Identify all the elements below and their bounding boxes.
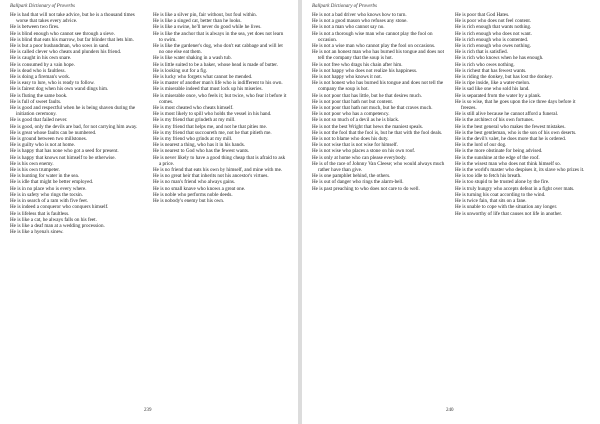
proverb-entry: He is no small knave who knows a great one.: [153, 185, 246, 192]
proverb-entry: He is poor who does not feel content.: [455, 18, 532, 25]
proverb-entry: He is in safety who rings the tocsin.: [10, 191, 83, 198]
proverb-entry: He is no man's friend who always gains.: [153, 179, 236, 186]
proverb-entry: He is ground between two millstones.: [10, 136, 87, 143]
proverb-entry: He is the lord of our dog.: [455, 142, 507, 149]
proverb-entry: He is like a silver pin, fair without, but foul within.: [153, 12, 257, 18]
proverb-entry: He is consumed by a vain hope.: [10, 61, 75, 68]
page-number: 239: [144, 408, 152, 413]
column: [455, 12, 590, 217]
proverb-entry: He is my friend that grindeth at my mill.: [153, 117, 236, 124]
proverb-entry: He is richest that has fewest wants.: [455, 67, 527, 74]
proverb-entry: He is ripe inside, like a water-melon.: [455, 80, 531, 87]
proverb-entry: He is my friend that helps me, and not he that pities me.: [153, 123, 268, 130]
proverb-entry: He is guilty who is not at home.: [10, 142, 76, 149]
proverb-entry: He is master of another man's life who is indifferent to his own.: [153, 80, 283, 87]
proverb-entry: He is most cheated who cheats himself.: [153, 105, 234, 112]
proverb-entry: He is good that failed never.: [10, 117, 68, 124]
proverb-entry: He is not free who drags his chain after him.: [312, 61, 403, 68]
proverb-entry: He is rich enough who does not want.: [455, 30, 532, 37]
proverb-entry: He is the wisest man who does not think himself so.: [455, 160, 561, 167]
proverb-entry: He is happy that knows not himself to be otherwise.: [10, 154, 116, 161]
proverb-entry: He is not an honest man who has burned his tongue and does not tell the company that the soup is hot.: [312, 49, 444, 62]
proverb-entry: He is past preaching to who does not care to do well.: [312, 185, 420, 192]
proverb-entry: He is like the anchor that is always in the sea, yet does not learn to swim.: [153, 30, 284, 43]
proverb-entry: He is not a bad driver who knows how to turn.: [312, 12, 407, 18]
proverb-entry: He is easy to lure, who is ready to follow.: [10, 80, 95, 87]
proverb-entry: He is turning his coat according to the wind.: [455, 191, 546, 198]
proverb-entry: He is blind that eats his marrow, but far blinder that lets him.: [10, 36, 134, 43]
proverb-entry: He is of the race of Johnny Van Cleese; who would always much rather have than give.: [312, 160, 445, 174]
proverb-entry: He is not honest who has burned his tongue and does not tell the company the soup is hot.: [312, 80, 444, 93]
proverb-entry: He is only at home who can please everybody.: [312, 154, 407, 161]
proverb-entry: He is truly hungry who accepts defeat in a fight over mats.: [455, 185, 575, 192]
proverb-entry: He is nearest to God who has the fewest wants.: [153, 148, 250, 155]
column: [153, 12, 288, 235]
proverb-entry: He is looking out for a fig.: [153, 67, 208, 74]
proverb-entry: He is doing a fireman's work.: [10, 74, 71, 81]
proverb-entry: He is never likely to have a good thing cheap that is afraid to ask a price.: [153, 154, 286, 167]
proverb-entry: He is the architect of his own fortunes.: [455, 117, 534, 124]
proverb-entry: He is unworthy of life that causes not life in another.: [455, 210, 563, 217]
proverb-entry: He is the best general who makes the fewest mistakes.: [455, 123, 566, 130]
proverb-entry: He is lifeless that is faultless.: [10, 210, 70, 217]
proverb-entry: He is not poor that hath not but content.: [312, 98, 394, 105]
proverb-entry: He is sad like one who sold his land.: [455, 86, 530, 93]
proverb-entry: He is like water shaking in a wash tub.: [153, 55, 232, 62]
proverb-entry: He is not the fool that the fool is, but he that with the fool deals.: [312, 129, 443, 136]
proverb-entry: He is not a thorough wise man who cannot play the fool on occasion.: [312, 30, 433, 43]
proverb-entry: He is like a cat, he always falls on his feet.: [10, 216, 97, 223]
proverb-entry: He is not poor who has a competency.: [312, 111, 390, 118]
proverb-entry: He is like the gardener's dog, who don't eat cabbage and will let no one else eat them.: [153, 43, 283, 56]
column: [10, 12, 145, 235]
text-columns: [312, 12, 590, 217]
proverb-entry: He is miserable indeed that must lock up his miseries.: [153, 86, 263, 93]
proverb-entry: He is my friend who grinds at my mill.: [153, 136, 233, 143]
proverb-entry: He is indeed a conqueror who conquers himself.: [10, 204, 109, 211]
proverb-entry: He is my friend that succoureth me, not he that pitieth me.: [153, 129, 272, 136]
proverb-entry: He is not wise that is not wise for himself.: [312, 142, 399, 149]
proverb-entry: He is rich enough who is contented.: [455, 36, 529, 43]
proverb-entry: He is not wise who places a stone on his own roof.: [312, 148, 416, 155]
proverb-entry: He is not a wise man who cannot play the fool on occasions.: [312, 43, 436, 50]
proverb-entry: He is hunting for water in the sea.: [10, 173, 80, 180]
page-number: 240: [446, 408, 454, 413]
proverb-entry: He is not happy who does not realize his happiness.: [312, 67, 418, 74]
proverb-entry: He is nearest a thing, who has it in his hands.: [153, 142, 245, 149]
proverb-entry: He is blind enough who cannot see through a sieve.: [10, 30, 115, 37]
proverb-entry: He is in search of a ram with five feet.: [10, 198, 89, 205]
proverb-entry: He is no great heir that inherits not his ancestor's virtues.: [153, 173, 269, 180]
proverb-entry: He is nobody's enemy but his own.: [153, 198, 225, 205]
proverb-entry: He is dead who is faultless.: [10, 67, 66, 74]
proverb-entry: He is great whose faults can be numbered.: [10, 129, 97, 136]
proverb-entry: He is not a good mason who refuses any stone.: [312, 18, 408, 25]
proverb-entry: He is not happy who knows it not.: [312, 74, 382, 81]
proverb-entry: He is full of sweet faults.: [10, 98, 62, 105]
proverb-entry: He is the sunshine at the edge of the roof.: [455, 154, 540, 161]
proverb-entry: He is but a poor husbandman, who sows in sand.: [10, 43, 110, 50]
proverb-entry: He is idle that might be better employed.: [10, 179, 94, 186]
proverb-entry: He is like a singed cat, better than he looks.: [153, 18, 242, 25]
text-columns: [10, 12, 288, 235]
proverb-entry: He is poor that God Hates.: [455, 12, 510, 18]
proverb-entry: He is called clever who cheats and plunders his friend.: [10, 49, 122, 56]
proverb-entry: He is happy that has none who got a seed for present.: [10, 148, 119, 155]
proverb-entry: He is rich enough who owes nothing.: [455, 43, 531, 50]
proverb-entry: He is rich who knows when he has enough.: [455, 55, 544, 62]
proverb-entry: He is still alive because he cannot afford a funeral.: [455, 111, 559, 118]
left-page: [0, 0, 298, 424]
proverb-entry: He is the best gentleman, who is the son of his own deserts.: [455, 129, 577, 136]
proverb-entry: He is the devil's valet, he does more that he is ordered.: [455, 136, 567, 143]
proverb-entry: He is not a man who cannot say no.: [312, 24, 385, 31]
proverb-entry: He is rich that is satisfied.: [455, 49, 508, 56]
proverb-entry: He is in no place who is every where.: [10, 185, 87, 192]
proverb-entry: He is good, only the devils are bad, for not carrying him away.: [10, 123, 138, 130]
proverb-entry: He is not the best Wright that hews the maniest speals.: [312, 123, 424, 130]
proverb-entry: He is not poor that has little, but he that desires much.: [312, 92, 422, 99]
proverb-entry: He is good and respectful when he is being shaven during the initiation ceremony.: [10, 105, 136, 118]
proverb-entry: He is little suited to be a baker, whose head is made of butter.: [153, 61, 278, 68]
proverb-entry: He is not so much of a devil as he is black.: [312, 117, 400, 124]
right-page: [302, 0, 600, 424]
proverb-entry: He is fairest dog when his own wand dings him.: [10, 86, 109, 93]
proverb-entry: He is bad that will not take advice, but he is a thousand times worse that takes every advice.: [10, 12, 135, 25]
proverb-entry: He is one pamphlet behind, the others.: [312, 173, 391, 180]
proverb-entry: He is like a deaf man at a wedding procession.: [10, 222, 105, 229]
running-head: Ballpark Dictionary of Proverbs: [10, 4, 75, 9]
proverb-entry: He is lucky who forgets what cannot be mended.: [153, 74, 253, 81]
proverb-entry: He is miserable once, who feels it; but twice, who fear it before it comes.: [153, 92, 287, 105]
proverb-entry: He is fluting the same book.: [10, 92, 68, 99]
proverb-entry: He is too idle to fetch his breath.: [455, 173, 522, 180]
column: [312, 12, 447, 217]
proverb-entry: He is not to blame who does his duty.: [312, 136, 389, 143]
proverb-entry: He is the more obstinate for being advised.: [455, 148, 543, 155]
proverb-entry: He is like a hyena's sinew.: [10, 229, 64, 236]
proverb-entry: He is too stupid to be trusted alone by the fire.: [455, 179, 550, 186]
proverb-entry: He is caught in his own snare.: [10, 55, 72, 62]
proverb-entry: He is rich who owes nothing.: [455, 61, 515, 68]
proverb-entry: He is most likely to spill who holds the vessel in his hand.: [153, 111, 272, 118]
proverb-entry: He is not poor that hath not much, but he that craves much.: [312, 105, 433, 112]
proverb-entry: He is his own trumpeter.: [10, 167, 60, 174]
proverb-entry: He is so wise, that he goes upon the ice three days before it freezes.: [455, 98, 576, 112]
proverb-entry: He is out of danger who rings the alarm-bell.: [312, 179, 404, 186]
proverb-entry: He is rich enough that wants nothing.: [455, 24, 532, 31]
proverb-entry: He is like a swine, he'll never do good while he lives.: [153, 24, 262, 31]
proverb-entry: He is no friend that eats his own by himself, and mine with me.: [153, 167, 283, 174]
proverb-entry: He is noble who performs noble deeds.: [153, 191, 233, 198]
proverb-entry: He is separated from the water by a plank.: [455, 92, 542, 99]
proverb-entry: He is twice fain, that sits on a fane.: [455, 198, 527, 205]
proverb-entry: He is his own enemy.: [10, 160, 54, 167]
proverb-entry: He is riding the donkey, but has lost the donkey.: [455, 74, 553, 81]
running-head: Ballpark Dictionary of Proverbs: [312, 4, 377, 9]
proverb-entry: He is unable to cope with the situation any longer.: [455, 204, 558, 211]
proverb-entry: He is the world's master who despises it, its slave who prizes it.: [455, 167, 585, 174]
proverb-entry: He is between two fires.: [10, 24, 60, 31]
